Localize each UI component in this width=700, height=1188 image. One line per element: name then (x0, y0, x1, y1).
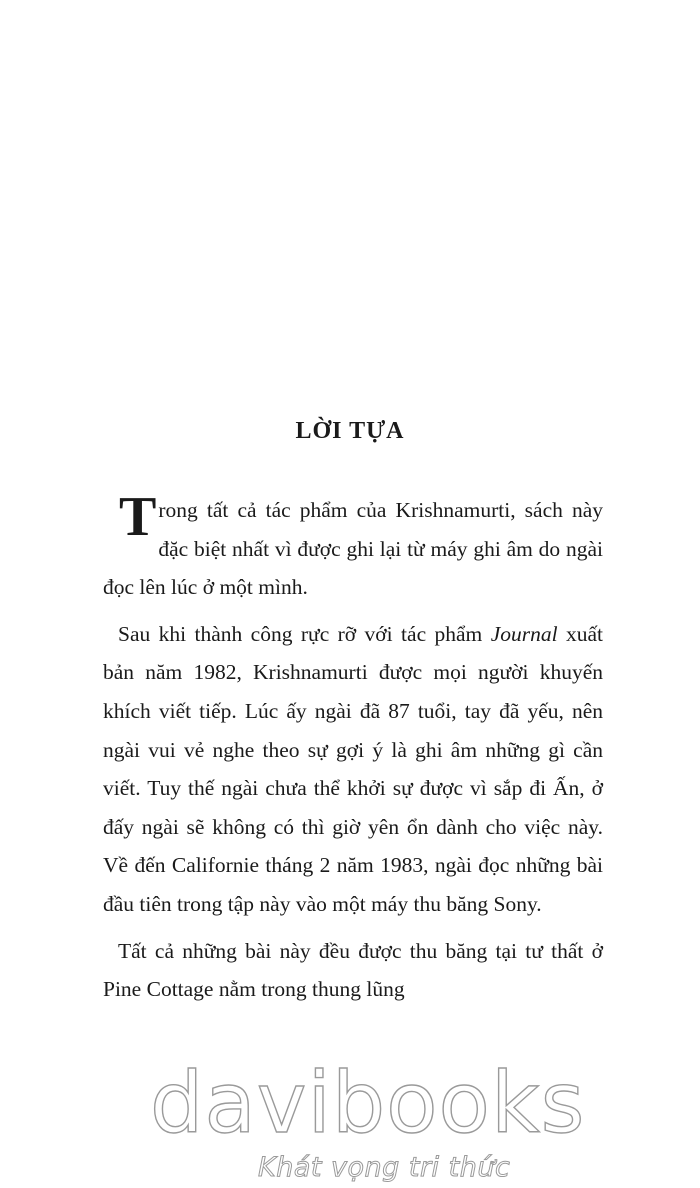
body-text (103, 486, 604, 1009)
watermark-brand: davibooks (150, 1054, 586, 1152)
paragraph-2-text: xuất bản năm 1982, Krishnamurti được mọi người khuyến khích viết tiếp. Lúc ấy ngài đã 87 tuổi, tay đã yếu, nên ngài vui vẻ nghe theo sự gợi ý là ghi âm những gì cần viết. Tuy thế ngài chưa thể khởi sự được vì sắp đi Ấn, ở đấy ngài sẽ không có thì giờ yên ổn dành cho việc này. Về đến Californie tháng 2 năm 1983, ngài đọc những bài đầu tiên trong tập này vào một máy thu băng Sony. (103, 621, 604, 916)
paragraph-2 (103, 615, 603, 924)
chapter-title: LỜI TỰA (295, 418, 405, 444)
watermark-tagline: Khát vọng tri thức (258, 1152, 511, 1183)
paragraph-1-text: rong tất cả tác phẩm của Krishnamurti, sách này đặc biệt nhất vì được ghi lại từ máy ghi âm do ngài đọc lên lúc ở một mình. (103, 498, 603, 600)
journal-title: Journal (490, 621, 558, 646)
publisher-watermark (150, 1054, 586, 1188)
paragraph-1 (103, 486, 603, 607)
drop-cap: T (119, 486, 157, 548)
paragraph-2-lead: Sau khi thành công rực rỡ với tác phẩm (118, 621, 483, 646)
paragraph-3 (103, 932, 603, 1009)
paragraph-3-text: Tất cả những bài này đều được thu băng tại tư thất ở Pine Cottage nằm trong thung lũng (103, 938, 603, 1002)
